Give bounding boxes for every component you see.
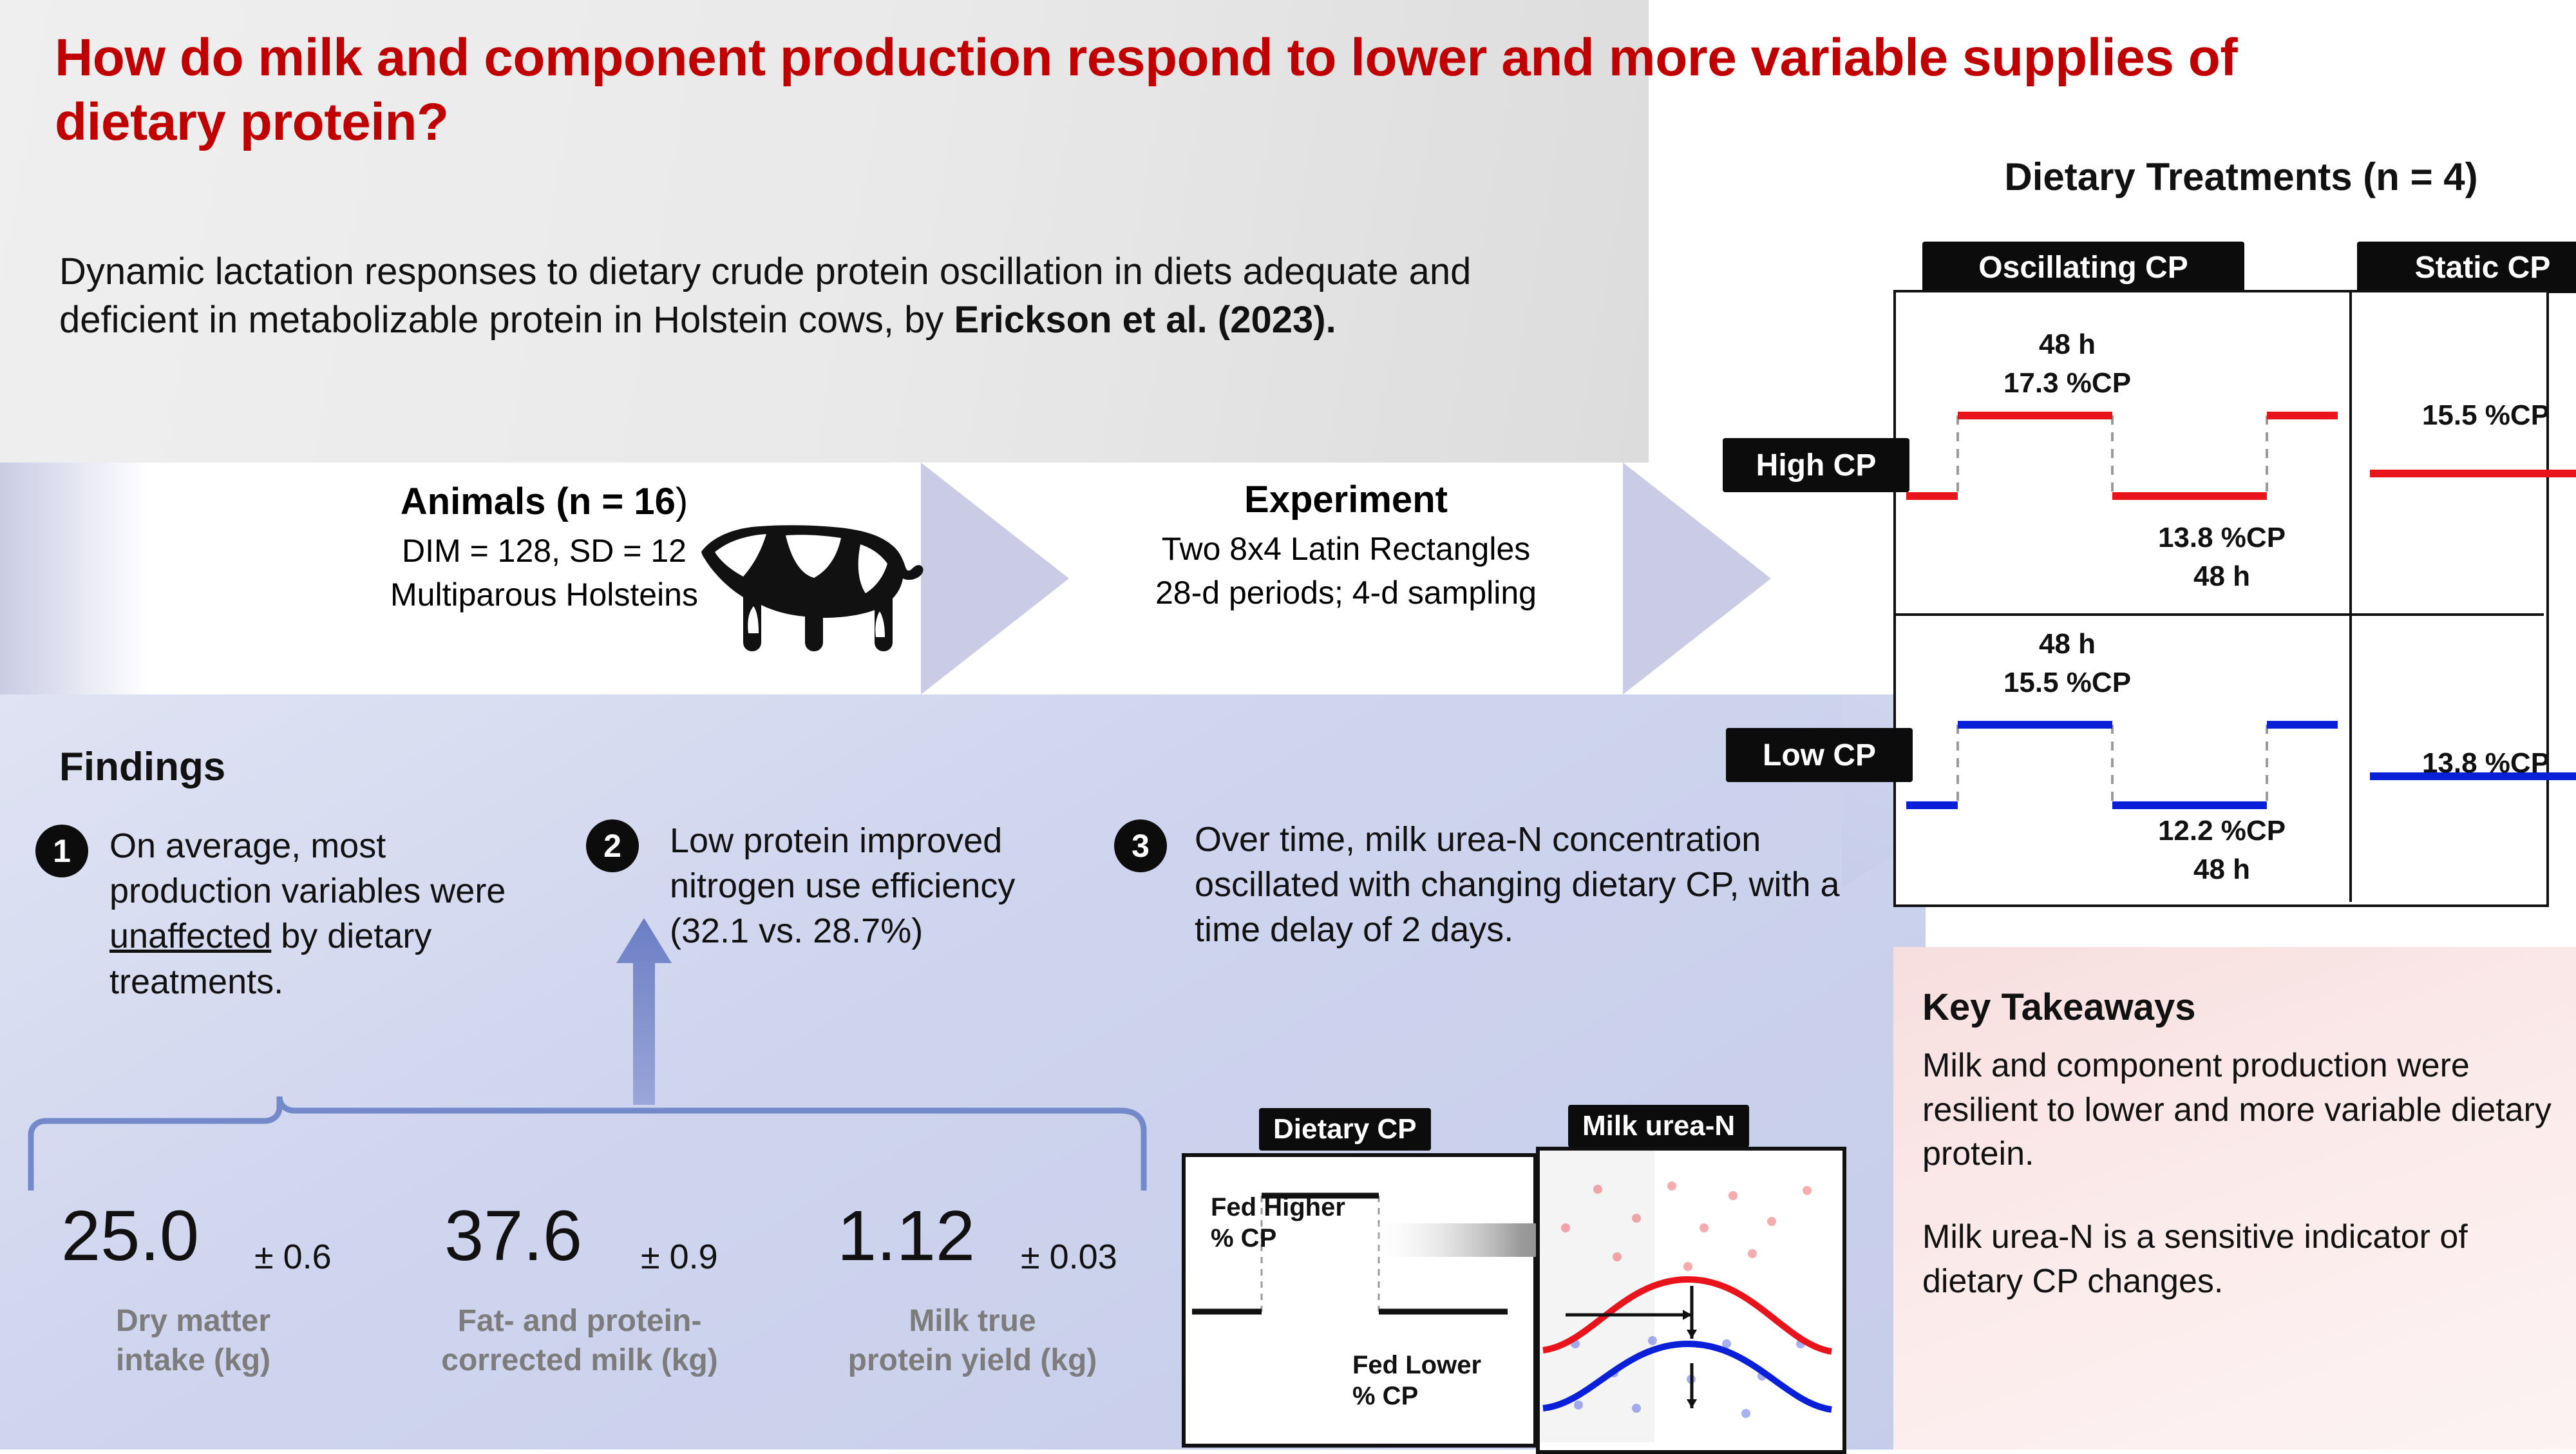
finding-1-text: On average, most production variables were unaffected by dietary treatments. [109, 827, 506, 1001]
high-cp-osc-top-cp: 17.3 %CP [2003, 367, 2132, 399]
key-takeaways-title: Key Takeaways [1922, 986, 2196, 1028]
dietary-cp-note-high-line-1: Fed Higher [1211, 1193, 1345, 1221]
dietary-cp-note-high [1211, 1192, 1345, 1254]
experiment-panel [992, 478, 1700, 611]
metric-1-label-line-1: Dry matter [115, 1304, 271, 1338]
finding-1-badge: 1 [35, 825, 88, 877]
metric-3-label-line-2: protein yield (kg) [848, 1343, 1097, 1378]
animals-title-prefix: Animals (n = [400, 481, 634, 522]
key-takeaways-body [1922, 1044, 2566, 1303]
metric-3-sd: ± 0.03 [1021, 1238, 1117, 1276]
animals-line-1: DIM = 128, SD = 12 [402, 533, 687, 569]
animals-line-2: Multiparous Holsteins [390, 577, 698, 613]
finding-2-badge: 2 [586, 819, 639, 872]
treatments-title: Dietary Treatments (n = 4) [2004, 155, 2478, 198]
dietary-cp-note-low-line-1: Fed Lower [1352, 1351, 1482, 1379]
low-cp-osc-bottom-hours: 48 h [2193, 854, 2251, 885]
milk-urea-n-figure-panel [1536, 1147, 1846, 1454]
experiment-line-2: 28-d periods; 4-d sampling [1155, 575, 1537, 611]
metric-1-label [13, 1301, 374, 1381]
metric-2-label-line-1: Fat- and protein- [457, 1304, 702, 1338]
low-cp-osc-top-cp: 15.5 %CP [2003, 667, 2132, 698]
dietary-cp-note-low-line-2: % CP [1352, 1382, 1419, 1410]
finding-3-badge: 3 [1114, 819, 1167, 872]
metric-2-value: 37.6 [444, 1196, 583, 1276]
treatments-col-header-static: Static CP [2357, 242, 2576, 293]
metric-2-label [361, 1301, 799, 1381]
bracket-icon [26, 1095, 1159, 1192]
metric-1-value: 25.0 [61, 1196, 200, 1276]
animals-title-suffix: ) [675, 481, 688, 522]
low-cp-static-cp: 13.8 %CP [2421, 747, 2550, 779]
animals-title-n: 16 [634, 481, 676, 522]
subtitle-citation: Erickson et al. (2023). [954, 298, 1336, 341]
finding-1-underlined: unaffected [109, 917, 272, 956]
high-cp-osc-bottom-cp: 13.8 %CP [2157, 522, 2286, 553]
milk-urea-n-figure-tag: Milk urea-N [1568, 1105, 1749, 1147]
metric-3-label [773, 1301, 1172, 1381]
dietary-cp-figure-tag: Dietary CP [1259, 1108, 1431, 1151]
treatments-grid-vline [2349, 290, 2352, 902]
high-cp-static-cp: 15.5 %CP [2421, 399, 2550, 431]
experiment-title: Experiment [1244, 479, 1448, 521]
high-cp-osc-top-hours: 48 h [2038, 329, 2096, 360]
metric-2-sd: ± 0.9 [641, 1238, 718, 1276]
up-arrow-icon [615, 918, 673, 1105]
subtitle-text: Dynamic lactation responses to dietary crude protein oscillation in diets adequate and deficient in metabolizable protein in Holstein cows, by [59, 251, 1472, 341]
metric-1-label-line-2: intake (kg) [115, 1343, 271, 1378]
key-takeaways-paragraph-1: Milk and component production were resilient to lower and more variable dietary protein. [1922, 1047, 2552, 1173]
treatments-row-label-high: High CP [1723, 438, 1909, 492]
dietary-cp-note-low [1352, 1350, 1481, 1411]
high-cp-osc-bottom-hours: 48 h [2193, 560, 2251, 592]
finding-2-text: Low protein improved nitrogen use efficiency (32.1 vs. 28.7%) [670, 821, 1016, 951]
cow-icon [676, 474, 927, 667]
metric-3-label-line-1: Milk true [909, 1304, 1036, 1338]
finding-3-text: Over time, milk urea-N concentration oscillated with changing dietary CP, with a time delay of 2 days. [1195, 820, 1840, 950]
metric-1-sd: ± 0.6 [254, 1238, 332, 1276]
metric-2-label-line-2: corrected milk (kg) [441, 1343, 718, 1378]
findings-heading: Findings [59, 745, 226, 789]
low-cp-osc-bottom-cp: 12.2 %CP [2157, 815, 2286, 847]
experiment-line-1: Two 8x4 Latin Rectangles [1161, 531, 1531, 567]
page-title: How do milk and component production respond to lower and more variable supplies of dietary protein? [55, 28, 2238, 152]
band-left-gradient [0, 463, 148, 694]
high-cp-static-chart [2363, 303, 2576, 606]
key-takeaways-paragraph-2: Milk urea-N is a sensitive indicator of dietary CP changes. [1922, 1218, 2468, 1300]
treatments-col-header-oscillating: Oscillating CP [1922, 242, 2244, 293]
metric-3-value: 1.12 [837, 1196, 976, 1276]
dietary-cp-note-high-line-2: % CP [1211, 1224, 1277, 1252]
page-subtitle [59, 248, 1592, 345]
low-cp-osc-top-hours: 48 h [2038, 628, 2096, 660]
treatments-row-label-low: Low CP [1726, 728, 1913, 782]
